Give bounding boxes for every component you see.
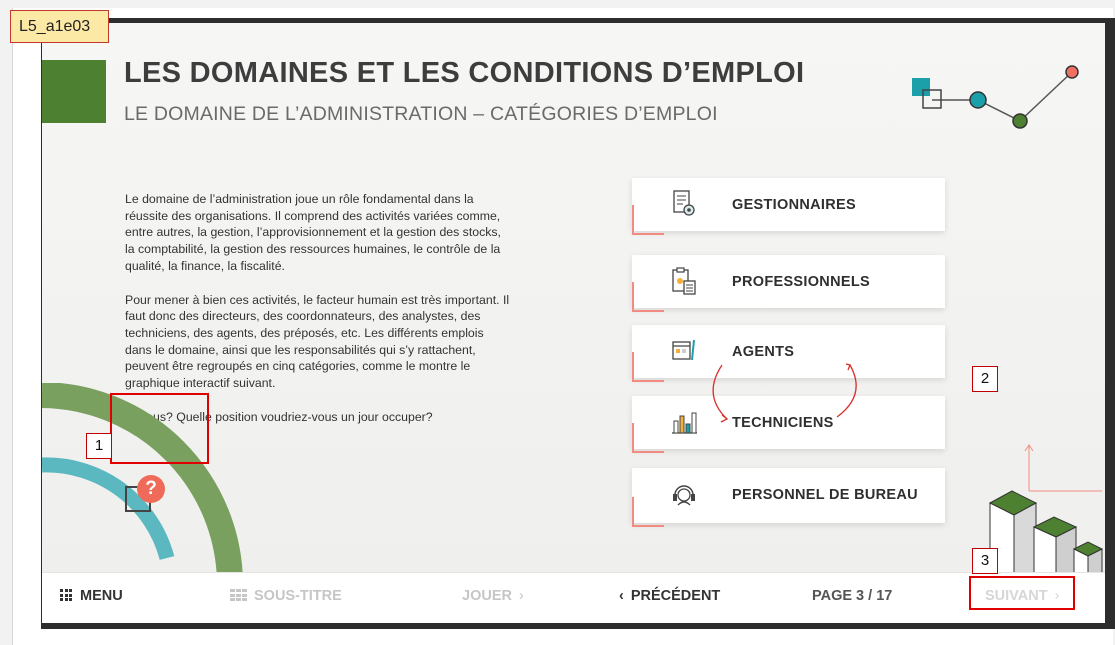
- card-gestionnaires[interactable]: [632, 178, 945, 231]
- captions-icon: [230, 589, 247, 601]
- chevron-right-icon: ›: [518, 588, 524, 604]
- chevron-right-icon: ›: [1054, 588, 1060, 604]
- paragraph-1: Le domaine de l’administration joue un rôle fondamental dans la réussite des organisations. Il comprend des activités variées comme, entre autres, la gestion, l’approvisionnement et la gestion des stocks, la comptabilité, la gestion des ressources humaines, le contrôle de la qualité, la finance, la fiscalité.: [125, 192, 501, 273]
- calendar-pen-icon: [670, 336, 698, 366]
- menu-label: MENU: [80, 588, 123, 604]
- network-graph-icon: [902, 58, 1102, 133]
- card-accent: [632, 352, 664, 382]
- card-label: AGENTS: [732, 344, 795, 360]
- card-professionnels[interactable]: [632, 255, 945, 308]
- rising-bars-illustration: [982, 443, 1105, 572]
- play-button[interactable]: [462, 573, 524, 623]
- annotation-box-1: [110, 393, 209, 464]
- document-gear-icon: [670, 189, 698, 219]
- grid-icon: [60, 589, 72, 601]
- card-accent: [632, 205, 664, 235]
- card-personnel-de-bureau[interactable]: [632, 468, 945, 523]
- page-title: LES DOMAINES ET LES CONDITIONS D’EMPLOI: [124, 57, 805, 89]
- card-accent: [632, 423, 664, 453]
- slide: [42, 23, 1105, 572]
- navigation-bar: [42, 572, 1105, 623]
- annotation-box-3: [969, 576, 1075, 610]
- subtitles-label: SOUS-TITRE: [254, 588, 342, 604]
- annotation-number-3: 3: [972, 548, 998, 574]
- calculator-clipboard-icon: [670, 266, 698, 296]
- annotation-number-2: 2: [972, 366, 998, 392]
- title-accent-square: [42, 60, 106, 123]
- cycle-arrows-icon: [702, 355, 872, 430]
- bar-chart-icon: [670, 407, 698, 437]
- card-accent: [632, 497, 664, 527]
- card-label: PERSONNEL DE BUREAU: [732, 487, 918, 503]
- play-label: JOUER: [462, 588, 512, 604]
- headset-icon: [670, 479, 698, 509]
- previous-button[interactable]: [619, 573, 720, 623]
- annotation-tag: L5_a1e03: [10, 10, 109, 43]
- card-label: PROFESSIONNELS: [732, 274, 870, 290]
- annotation-number-1: 1: [86, 433, 112, 459]
- question-badge-icon: ?: [137, 475, 165, 503]
- next-label: SUIVANT: [985, 588, 1048, 604]
- subtitles-button[interactable]: [230, 573, 342, 623]
- page-indicator: PAGE 3 / 17: [812, 588, 893, 604]
- help-button[interactable]: [125, 475, 155, 513]
- card-accent: [632, 282, 664, 312]
- page-subtitle: LE DOMAINE DE L’ADMINISTRATION – CATÉGORIES D’EMPLOI: [124, 103, 718, 125]
- chevron-left-icon: ‹: [619, 588, 624, 604]
- paragraph-2: Pour mener à bien ces activités, le facteur humain est très important. Il faut donc des directeurs, des coordonnateurs, des analystes, des techniciens, des agents, des préposés, etc. Les différents emplois dans le domaine, ainsi que les responsabilités qui s’y rattachent, peuvent être regroupés en cinq catégories, comme le montre le graphique interactif suivant.: [125, 292, 510, 391]
- previous-label: PRÉCÉDENT: [630, 588, 721, 604]
- card-label: GESTIONNAIRES: [732, 197, 856, 213]
- card-label: TECHNICIENS: [732, 415, 834, 431]
- paragraph-3: Et vous? Quelle position voudriez-vous un jour occuper?: [125, 409, 433, 424]
- menu-button[interactable]: [60, 573, 123, 623]
